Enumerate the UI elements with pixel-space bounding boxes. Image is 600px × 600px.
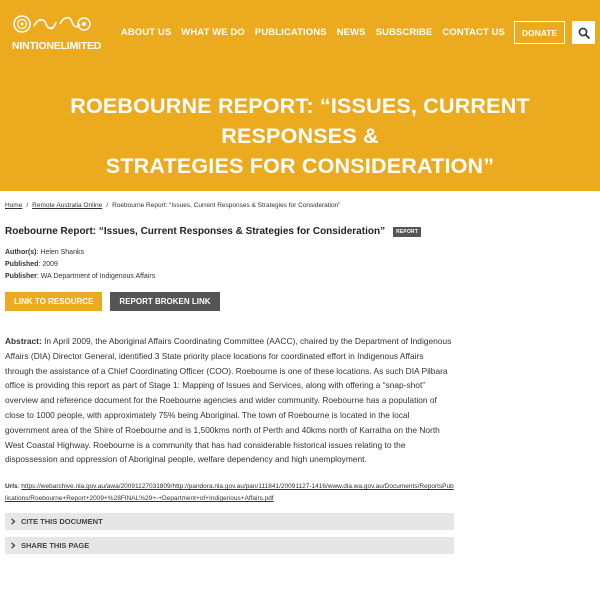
breadcrumb xyxy=(5,202,454,209)
document-title: Roebourne Report: “Issues, Current Responses & Strategies for Consideration” xyxy=(5,226,386,237)
site-header xyxy=(0,0,600,191)
report-broken-link-button[interactable]: REPORT BROKEN LINK xyxy=(110,292,219,311)
nav-item-publications[interactable]: PUBLICATIONS xyxy=(254,27,327,38)
publisher-row: Publisher: WA Department of Indigenous Affairs xyxy=(5,273,156,280)
chevron-right-icon xyxy=(10,542,16,549)
abstract-label: Abstract: xyxy=(5,336,42,346)
author-row: Author(s): Helen Shanks xyxy=(5,249,84,256)
search-icon xyxy=(578,27,590,39)
action-buttons xyxy=(5,292,454,311)
abstract-text: In April 2009, the Aboriginal Affairs Coordinating Committee (AACC), chaired by the Department of Indigenous Affairs (DIA) Director General, identified 3 State priority place locations for coordinated effort in Indigenous Affairs through the assistance of a Chief Coordinating Officer (COO). Roebourne is one of these locations. As such DIA Pilbara office is providing this report as part of Stage 1: Mapping of Issues and Services, along with offering a “snap-shot” overview and reference document for the Roebourne agencies and wider community. Roebourne has a population of close to 1000 people, with approximately 75% being Aboriginal. The town of Roebourne is located in the local government area of the Shire of Roebourne and is 1,500kms north of Perth and 40kms north of Karratha on the North West Coastal Highway. Roebourne is a community that has had considerable historical issues relating to the dispossession and oppression of Aboriginal people, welfare dependency and high unemployment. xyxy=(5,336,452,465)
cite-this-document-accordion[interactable] xyxy=(5,513,454,530)
breadcrumb-separator: / xyxy=(106,202,109,209)
published-label: Published xyxy=(5,261,39,268)
nav-item-about-us[interactable]: ABOUT US xyxy=(120,27,172,38)
author-value: Helen Shanks xyxy=(40,249,84,256)
abstract xyxy=(5,334,454,467)
brand-name: NINTIONELIMITED xyxy=(12,40,102,52)
logo-emblem-icon xyxy=(12,12,92,38)
published-value: 2009 xyxy=(42,261,58,268)
breadcrumb-home[interactable]: Home xyxy=(5,202,23,209)
nav-item-news[interactable]: NEWS xyxy=(336,27,366,38)
breadcrumb-remote-australia-online[interactable]: Remote Australia Online xyxy=(32,202,103,209)
breadcrumb-separator: / xyxy=(26,202,29,209)
nav-item-what-we-do[interactable]: WHAT WE DO xyxy=(181,27,245,38)
main-nav xyxy=(121,27,505,38)
document-meta xyxy=(5,247,454,283)
chevron-right-icon xyxy=(10,518,16,525)
resource-url-link[interactable]: https://webarchive.nla.gov.au/awa/20091127031809/http://pandora.nla.gov.au/pan/111841/20091127-1416/www.dia.wa.gov.au/Documents/ReportsPublications/Roebourne+Report+2009+%28FINAL%29+-+Department+of+Indigenous+Affairs.pdf xyxy=(5,483,454,503)
published-row: Published: 2009 xyxy=(5,261,58,268)
breadcrumb-current: Roebourne Report: “Issues, Current Responses & Strategies for Consideration” xyxy=(112,202,341,209)
cite-this-document-label: CITE THIS DOCUMENT xyxy=(21,517,103,527)
urls-label: Urls xyxy=(5,483,18,491)
page-title-line-2: STRATEGIES FOR CONSIDERATION” xyxy=(105,154,495,178)
document-title-row xyxy=(5,226,454,237)
document-type-badge: REPORT xyxy=(393,227,421,237)
page-title-line-1: ROEBOURNE REPORT: “ISSUES, CURRENT RESPONSES & xyxy=(70,94,530,148)
donate-button[interactable]: DONATE xyxy=(514,21,565,44)
nav-item-subscribe[interactable]: SUBSCRIBE xyxy=(375,27,433,38)
link-to-resource-button[interactable]: LINK TO RESOURCE xyxy=(5,292,102,311)
urls: Urls: https://webarchive.nla.gov.au/awa/20091127031809/http://pandora.nla.gov.au/pan/111841/20091127-1416/www.dia.wa.gov.au/Documents/ReportsPublications/Roebourne+Report+2009+%28FINAL%29+-+Department+of+Indigenous+Affairs.pdf xyxy=(5,483,454,503)
publisher-label: Publisher xyxy=(5,273,37,280)
share-this-page-label: SHARE THIS PAGE xyxy=(21,541,90,551)
share-this-page-accordion[interactable] xyxy=(5,537,454,554)
page-title xyxy=(0,91,600,181)
search-button[interactable] xyxy=(572,21,595,44)
author-label: Author(s) xyxy=(5,249,37,256)
main-content xyxy=(0,202,600,554)
nav-item-contact-us[interactable]: CONTACT US xyxy=(442,27,505,38)
site-logo[interactable] xyxy=(12,12,102,54)
publisher-value: WA Department of Indigenous Affairs xyxy=(40,273,156,280)
